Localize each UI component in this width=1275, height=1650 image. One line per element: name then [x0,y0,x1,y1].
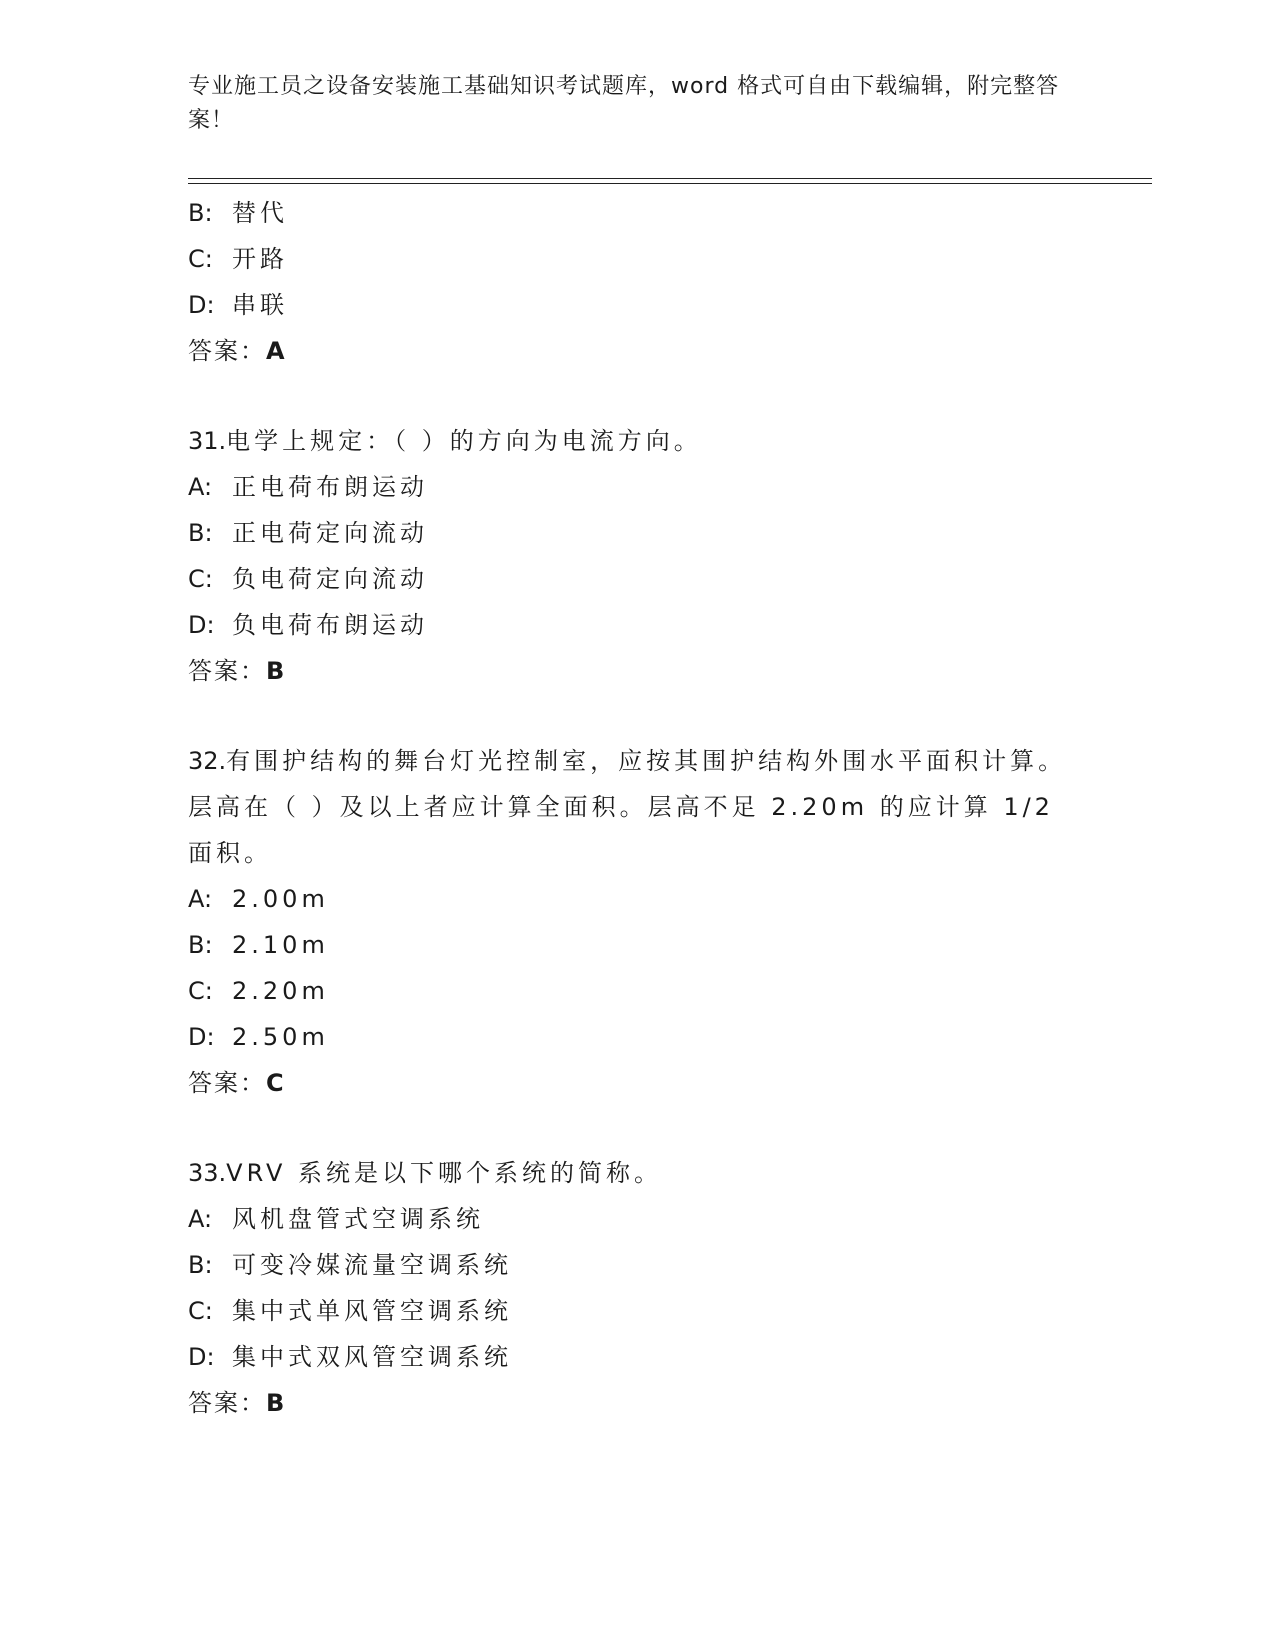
answer-value: B [266,657,287,685]
answer-line [188,1060,1088,1106]
option-text: 2.20m [232,977,329,1005]
question-33 [188,1150,1088,1426]
option-text: 开路 [232,245,288,273]
option-c [188,1288,1088,1334]
answer-value: A [266,337,287,365]
option-label: C: [188,977,213,1005]
exam-content [188,190,1088,1470]
option-text: 正电荷定向流动 [232,519,428,547]
option-label: C: [188,565,213,593]
option-c [188,556,1088,602]
option-text: 负电荷定向流动 [232,565,428,593]
previous-question-block [188,190,1088,374]
option-d [188,602,1088,648]
option-label: D: [188,291,215,319]
option-b [188,190,1088,236]
option-label: A: [188,885,213,913]
answer-line [188,328,1088,374]
option-b [188,922,1088,968]
option-b [188,1242,1088,1288]
header-divider-bottom [188,183,1152,184]
option-d [188,282,1088,328]
option-c [188,236,1088,282]
option-text: 风机盘管式空调系统 [232,1205,484,1233]
question-number: 33. [188,1159,227,1187]
option-text: 可变冷媒流量空调系统 [232,1251,512,1279]
question-text [188,1150,1088,1196]
option-label: B: [188,519,213,547]
answer-label: 答案： [188,337,266,365]
answer-label: 答案： [188,1069,266,1097]
option-a [188,464,1088,510]
answer-line [188,648,1088,694]
option-label: D: [188,611,215,639]
question-number: 31. [188,427,227,455]
option-b [188,510,1088,556]
option-text: 集中式双风管空调系统 [232,1343,512,1371]
answer-value: B [266,1389,287,1417]
option-d [188,1334,1088,1380]
question-stem: 有围护结构的舞台灯光控制室，应按其围护结构外围水平面积计算。层高在（ ）及以上者应计算全面积。层高不足 2.20m 的应计算 1/2 面积。 [188,747,1067,867]
question-31 [188,418,1088,694]
option-label: D: [188,1023,215,1051]
option-label: B: [188,931,213,959]
option-label: B: [188,199,213,227]
answer-label: 答案： [188,657,266,685]
option-text: 替代 [232,199,288,227]
option-text: 负电荷布朗运动 [232,611,428,639]
question-32 [188,738,1088,1106]
option-text: 2.10m [232,931,329,959]
header-divider-top [188,178,1152,179]
question-number: 32. [188,747,227,775]
option-label: D: [188,1343,215,1371]
option-a [188,876,1088,922]
option-d [188,1014,1088,1060]
answer-value: C [266,1069,286,1097]
option-label: A: [188,473,213,501]
option-text: 2.50m [232,1023,329,1051]
question-stem: 电学上规定：（ ）的方向为电流方向。 [226,427,702,455]
option-label: C: [188,245,213,273]
option-a [188,1196,1088,1242]
option-label: B: [188,1251,213,1279]
question-text [188,418,1088,464]
answer-label: 答案： [188,1389,266,1417]
question-text [188,738,1088,876]
option-label: C: [188,1297,213,1325]
option-text: 正电荷布朗运动 [232,473,428,501]
option-text: 集中式单风管空调系统 [232,1297,512,1325]
document-header: 专业施工员之设备安装施工基础知识考试题库，word 格式可自由下载编辑，附完整答案！ [188,74,1060,133]
option-label: A: [188,1205,213,1233]
option-text: 2.00m [232,885,329,913]
answer-line [188,1380,1088,1426]
option-c [188,968,1088,1014]
option-text: 串联 [232,291,288,319]
question-stem: VRV 系统是以下哪个系统的简称。 [226,1159,662,1187]
